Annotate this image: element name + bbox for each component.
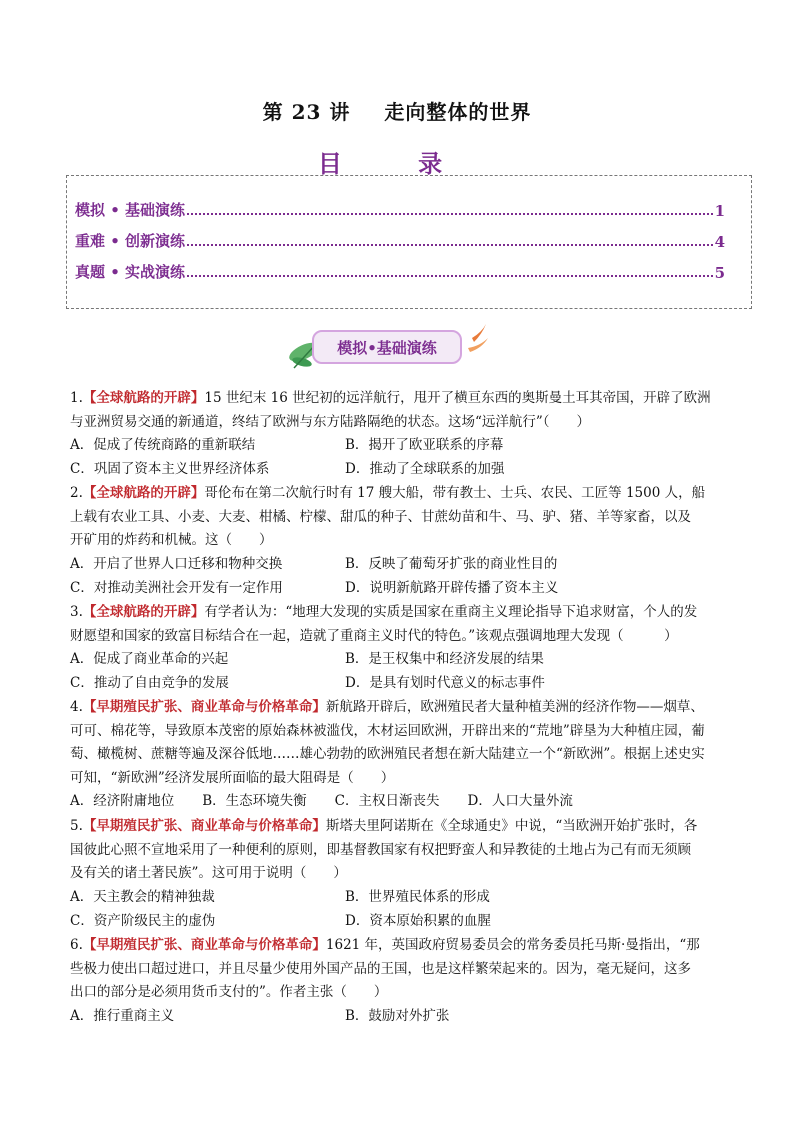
question-tag: 【早期殖民扩张、商业革命与价格革命】: [82, 699, 326, 715]
option-a[interactable]: A．促成了商业革命的兴起: [70, 651, 229, 667]
question-text-line: 些极力使出口超过进口，并且尽量少使用外国产品的王国，也是这样繁荣起来的。因为，毫无疑问，这多: [70, 960, 691, 977]
table-of-contents: [66, 175, 752, 309]
toc-item-label: 真题 • 实战演练: [75, 263, 186, 281]
question-1-options: [70, 434, 730, 481]
question-3: [70, 601, 730, 648]
toc-heading: 目 录: [317, 149, 477, 178]
option-c[interactable]: C．推动了自由竞争的发展: [70, 674, 229, 691]
toc-leader-dots: [187, 244, 713, 246]
question-text-line: 开矿用的炸药和机械。这（ ）: [70, 532, 273, 548]
option-b[interactable]: B．鼓励对外扩张: [345, 1008, 450, 1024]
option-d[interactable]: D．推动了全球联系的加强: [345, 460, 505, 477]
toc-item-page: 5: [714, 264, 725, 282]
option-d[interactable]: D．资本原始积累的血腥: [345, 912, 491, 929]
question-number: 3.: [70, 604, 83, 620]
question-text-line: 上载有农业工具、小麦、大麦、柑橘、柠檬、甜瓜的种子、甘蔗幼苗和牛、马、驴、猪、羊等家畜，以及: [70, 508, 691, 525]
question-text-line: 15 世纪末 16 世纪初的远洋航行，甩开了横亘东西的奥斯曼土耳其帝国，开辟了欧洲: [204, 390, 711, 406]
option-b[interactable]: B．生态环境失衡: [202, 793, 307, 809]
option-b[interactable]: B．是王权集中和经济发展的结果: [345, 651, 544, 667]
question-2-options: [70, 553, 730, 600]
option-c[interactable]: C．资产阶级民主的虚伪: [70, 912, 216, 929]
option-a[interactable]: A．开启了世界人口迁移和物种交换: [70, 556, 283, 572]
question-tag: 【早期殖民扩张、商业革命与价格革命】: [82, 818, 326, 834]
question-tag: 【早期殖民扩张、商业革命与价格革命】: [82, 937, 326, 953]
toc-leader-dots: [187, 213, 713, 215]
section-banner-label: 模拟•基础演练: [312, 330, 462, 364]
question-text-line: 哥伦布在第二次航行时有 17 艘大船，带有教士、士兵、农民、工匠等 1500 人，船: [204, 485, 706, 501]
question-text-line: 有学者认为：“地理大发现的实质是国家在重商主义理论指导下追求财富，个人的发: [204, 604, 698, 620]
question-text-line: 出口的部分是必须用货币支付的”。作者主张（ ）: [70, 984, 388, 1000]
option-a[interactable]: A．经济附庸地位: [70, 793, 175, 809]
question-number: 1.: [70, 390, 83, 406]
question-6-options: [70, 1005, 730, 1029]
question-3-options: [70, 648, 730, 695]
question-text-line: 国彼此心照不宣地采用了一种便利的原则，即基督教国家有权把野蛮人和异教徒的土地占为己有而无须顾: [70, 841, 691, 858]
question-number: 4.: [70, 699, 83, 715]
question-text-line: 与亚洲贸易交通的新通道，终结了欧洲与东方陆路隔绝的状态。这场“远洋航行”（ ）: [70, 413, 591, 430]
question-text-line: 萄、橄榄树、蔗糖等遍及深谷低地……雄心勃勃的欧洲殖民者想在新大陆建立一个“新欧洲”。根据上述史实: [70, 746, 705, 762]
option-b[interactable]: B．揭开了欧亚联系的序幕: [345, 437, 504, 453]
toc-item-basic[interactable]: [75, 196, 725, 220]
toc-item-real-exam[interactable]: [75, 258, 725, 282]
page-title: [0, 96, 794, 125]
question-text-line: 斯塔夫里阿诺斯在《全球通史》中说，“当欧洲开始扩张时，各: [325, 818, 698, 834]
question-number: 2.: [70, 485, 83, 501]
question-text-line: 可可、棉花等，导致原本茂密的原始森林被滥伐，木材运回欧洲，开辟出来的“荒地”辟垦为大种植庄园，葡: [70, 722, 705, 739]
toc-item-page: 4: [714, 233, 725, 251]
toc-leader-dots: [187, 275, 713, 277]
question-text-line: 新航路开辟后，欧洲殖民者大量种植美洲的经济作物——烟草、: [325, 699, 704, 715]
option-c[interactable]: C．主权日渐丧失: [334, 793, 440, 809]
question-1: [70, 387, 730, 434]
question-number: 6.: [70, 937, 83, 953]
question-text-line: 财愿望和国家的致富目标结合在一起，造就了重商主义时代的特色。”该观点强调地理大发现（ ）: [70, 627, 678, 644]
option-d[interactable]: D．人口大量外流: [467, 793, 573, 809]
option-c[interactable]: C．对推动美洲社会开发有一定作用: [70, 579, 283, 596]
option-a[interactable]: A．推行重商主义: [70, 1008, 175, 1024]
option-a[interactable]: A．天主教会的精神独裁: [70, 889, 215, 905]
option-d[interactable]: D．说明新航路开辟传播了资本主义: [345, 579, 559, 596]
option-b[interactable]: B．世界殖民体系的形成: [345, 889, 490, 905]
toc-item-label: 重难 • 创新演练: [75, 232, 186, 250]
question-4: [70, 696, 730, 790]
option-a[interactable]: A．促成了传统商路的重新联结: [70, 437, 256, 453]
question-4-options: [70, 790, 730, 814]
toc-item-innovation[interactable]: [75, 227, 725, 251]
question-6: [70, 934, 730, 1005]
lecture-number: 第 23 讲: [262, 100, 351, 124]
question-5-options: [70, 886, 730, 933]
question-tag: 【全球航路的开辟】: [82, 604, 205, 620]
option-d[interactable]: D．是具有划时代意义的标志事件: [345, 674, 545, 691]
question-text-line: 1621 年，英国政府贸易委员会的常务委员托马斯·曼指出，“那: [325, 937, 700, 953]
option-b[interactable]: B．反映了葡萄牙扩张的商业性目的: [345, 556, 558, 572]
question-tag: 【全球航路的开辟】: [82, 485, 205, 501]
question-5: [70, 815, 730, 886]
toc-item-page: 1: [714, 202, 725, 220]
question-text-line: 可知，“新欧洲”经济发展所面临的最大阻碍是（ ）: [70, 769, 395, 786]
section-banner: [286, 322, 496, 372]
toc-item-label: 模拟 • 基础演练: [75, 201, 186, 219]
option-c[interactable]: C．巩固了资本主义世界经济体系: [70, 460, 270, 477]
question-text-line: 及有关的诸土著民族”。这可用于说明（ ）: [70, 865, 347, 881]
question-number: 5.: [70, 818, 83, 834]
lecture-title: 走向整体的世界: [384, 100, 532, 124]
question-2: [70, 482, 730, 553]
question-tag: 【全球航路的开辟】: [82, 390, 205, 406]
